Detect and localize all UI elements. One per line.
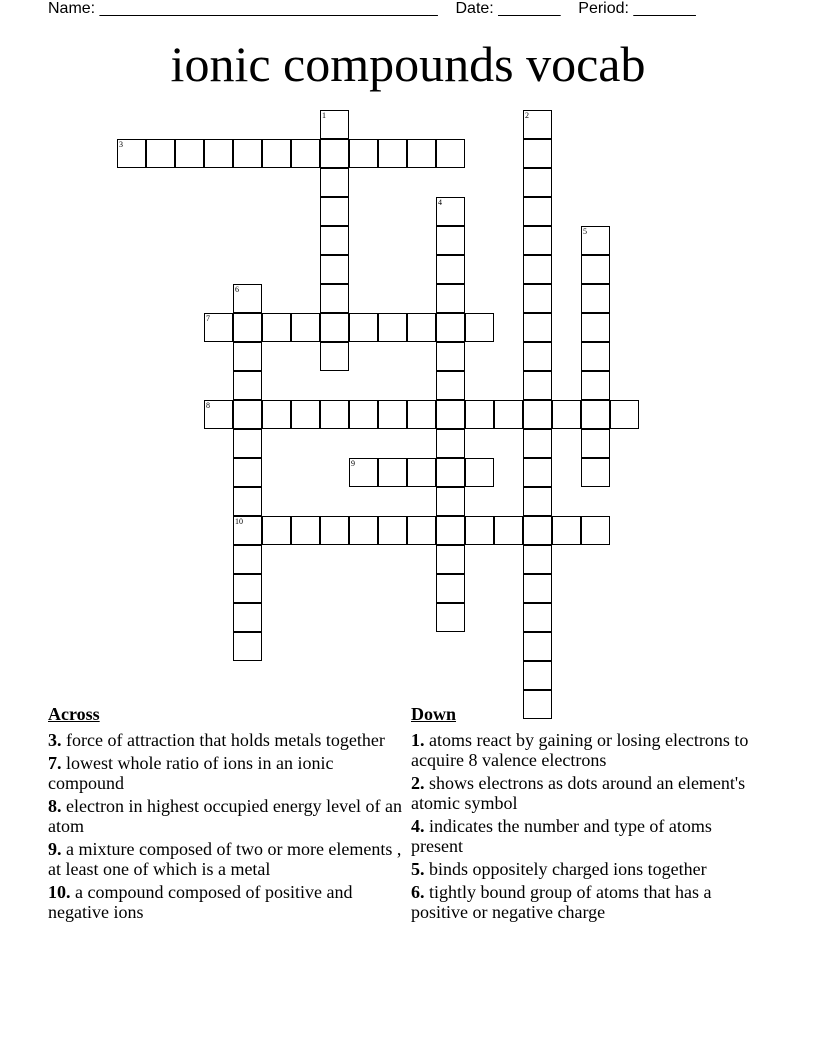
clue-number: 10 xyxy=(235,517,243,526)
grid-cell[interactable] xyxy=(407,139,436,168)
grid-cell[interactable] xyxy=(552,400,581,429)
grid-cell[interactable] xyxy=(320,516,349,545)
grid-cell[interactable] xyxy=(523,139,552,168)
grid-cell[interactable] xyxy=(581,342,610,371)
clue-number: 7 xyxy=(206,314,210,323)
grid-cell[interactable] xyxy=(465,313,494,342)
date-blank[interactable]: _______ xyxy=(498,0,561,17)
grid-cell[interactable] xyxy=(233,458,262,487)
name-label: Name: xyxy=(48,0,96,17)
grid-cell[interactable] xyxy=(523,574,552,603)
clue-number: 1 xyxy=(322,111,326,120)
grid-cell[interactable] xyxy=(320,255,349,284)
grid-cell[interactable] xyxy=(233,400,262,429)
grid-cell[interactable] xyxy=(436,342,465,371)
grid-cell[interactable] xyxy=(523,487,552,516)
across-heading: Across xyxy=(48,704,100,724)
grid-cell[interactable] xyxy=(436,487,465,516)
grid-cell[interactable] xyxy=(523,458,552,487)
grid-cell[interactable] xyxy=(320,168,349,197)
grid-cell[interactable] xyxy=(233,139,262,168)
grid-cell[interactable] xyxy=(436,255,465,284)
grid-cell[interactable] xyxy=(581,313,610,342)
grid-cell[interactable] xyxy=(262,139,291,168)
grid-cell[interactable] xyxy=(291,516,320,545)
grid-cell[interactable] xyxy=(262,313,291,342)
grid-cell[interactable] xyxy=(523,603,552,632)
grid-cell[interactable] xyxy=(494,516,523,545)
grid-cell[interactable] xyxy=(581,458,610,487)
grid-cell[interactable] xyxy=(523,168,552,197)
grid-cell[interactable] xyxy=(436,429,465,458)
grid-cell[interactable] xyxy=(378,313,407,342)
clue-down-2: 2. shows electrons as dots around an element's atomic symbol xyxy=(411,773,746,813)
grid-cell[interactable] xyxy=(581,429,610,458)
grid-cell[interactable] xyxy=(523,197,552,226)
clue-down-6: 6. tightly bound group of atoms that has a positive or negative charge xyxy=(411,882,712,922)
grid-cell[interactable] xyxy=(378,516,407,545)
grid-cell[interactable] xyxy=(349,400,378,429)
grid-cell[interactable] xyxy=(233,487,262,516)
grid-cell[interactable] xyxy=(610,400,639,429)
grid-cell[interactable] xyxy=(407,516,436,545)
grid-cell[interactable] xyxy=(233,574,262,603)
clue-down-1: 1. atoms react by gaining or losing electrons to acquire 8 valence electrons xyxy=(411,730,749,770)
clue-number: 4 xyxy=(438,198,442,207)
grid-cell[interactable] xyxy=(291,313,320,342)
grid-cell[interactable] xyxy=(581,516,610,545)
clue-down-5: 5. binds oppositely charged ions together xyxy=(411,859,707,879)
clue-number: 5 xyxy=(583,227,587,236)
grid-cell[interactable] xyxy=(523,429,552,458)
grid-cell[interactable] xyxy=(436,574,465,603)
grid-cell[interactable] xyxy=(233,603,262,632)
grid-cell[interactable] xyxy=(581,284,610,313)
grid-cell[interactable] xyxy=(494,400,523,429)
down-heading: Down xyxy=(411,704,457,724)
grid-cell[interactable] xyxy=(320,226,349,255)
grid-cell[interactable] xyxy=(320,139,349,168)
grid-cell[interactable] xyxy=(436,516,465,545)
across-clues xyxy=(48,704,403,925)
grid-cell[interactable] xyxy=(523,226,552,255)
grid-cell[interactable] xyxy=(320,342,349,371)
clue-down-4: 4. indicates the number and type of atoms present xyxy=(411,816,712,856)
grid-cell[interactable] xyxy=(233,342,262,371)
grid-cell[interactable] xyxy=(349,139,378,168)
grid-cell[interactable] xyxy=(378,400,407,429)
grid-cell[interactable] xyxy=(320,284,349,313)
clue-number: 2 xyxy=(525,111,529,120)
grid-cell[interactable] xyxy=(436,603,465,632)
grid-cell[interactable] xyxy=(581,255,610,284)
grid-cell[interactable] xyxy=(233,429,262,458)
grid-cell[interactable] xyxy=(436,458,465,487)
clue-number: 9 xyxy=(351,459,355,468)
grid-cell[interactable] xyxy=(523,313,552,342)
grid-cell[interactable] xyxy=(291,139,320,168)
grid-cell[interactable] xyxy=(523,545,552,574)
grid-cell[interactable] xyxy=(320,400,349,429)
grid-cell[interactable] xyxy=(436,400,465,429)
grid-cell[interactable] xyxy=(204,139,233,168)
grid-cell[interactable] xyxy=(407,313,436,342)
clue-across-8: 8. electron in highest occupied energy level of an atom xyxy=(48,796,403,836)
grid-cell[interactable] xyxy=(581,400,610,429)
page-title: ionic compounds vocab xyxy=(170,36,646,92)
grid-cell[interactable] xyxy=(465,516,494,545)
grid-cell[interactable] xyxy=(320,197,349,226)
grid-cell[interactable] xyxy=(436,139,465,168)
grid-cell[interactable] xyxy=(175,139,204,168)
date-label: Date: xyxy=(455,0,494,17)
grid-cell[interactable] xyxy=(233,371,262,400)
grid-cell[interactable] xyxy=(262,516,291,545)
down-clues xyxy=(411,704,761,925)
clue-across-9: 9. a mixture composed of two or more elements , at least one of which is a metal xyxy=(48,839,402,879)
grid-cell[interactable] xyxy=(378,139,407,168)
grid-cell[interactable] xyxy=(523,342,552,371)
clue-across-10: 10. a compound composed of positive and negative ions xyxy=(48,882,353,922)
grid-cell[interactable] xyxy=(407,400,436,429)
grid-cell[interactable] xyxy=(523,661,552,690)
grid-cell[interactable] xyxy=(378,458,407,487)
grid-cell[interactable] xyxy=(436,313,465,342)
grid-cell[interactable] xyxy=(465,458,494,487)
period-blank[interactable]: _______ xyxy=(633,0,696,17)
grid-cell[interactable] xyxy=(436,545,465,574)
grid-cell[interactable] xyxy=(233,632,262,661)
grid-cell[interactable] xyxy=(262,400,291,429)
grid-cell[interactable] xyxy=(523,371,552,400)
grid-cell[interactable] xyxy=(349,516,378,545)
name-blank[interactable]: ______________________________________ xyxy=(99,0,438,17)
grid-cell[interactable] xyxy=(523,284,552,313)
grid-cell[interactable] xyxy=(146,139,175,168)
grid-cell[interactable] xyxy=(407,458,436,487)
grid-cell[interactable] xyxy=(349,313,378,342)
clue-across-7: 7. lowest whole ratio of ions in an ionic compound xyxy=(48,753,334,793)
clue-across-3: 3. force of attraction that holds metals together xyxy=(48,730,385,750)
grid-cell[interactable] xyxy=(436,371,465,400)
grid-cell[interactable] xyxy=(523,400,552,429)
grid-cell[interactable] xyxy=(523,632,552,661)
clue-number: 3 xyxy=(119,140,123,149)
grid-cell[interactable] xyxy=(436,284,465,313)
grid-cell[interactable] xyxy=(552,516,581,545)
grid-cell[interactable] xyxy=(465,400,494,429)
grid-cell[interactable] xyxy=(523,516,552,545)
grid-cell[interactable] xyxy=(581,371,610,400)
grid-cell[interactable] xyxy=(320,313,349,342)
grid-cell[interactable] xyxy=(523,255,552,284)
grid-cell[interactable] xyxy=(233,313,262,342)
grid-cell[interactable] xyxy=(436,226,465,255)
clue-number: 6 xyxy=(235,285,239,294)
period-label: Period: xyxy=(578,0,629,17)
grid-cell[interactable] xyxy=(233,545,262,574)
clue-number: 8 xyxy=(206,401,210,410)
grid-cell[interactable] xyxy=(291,400,320,429)
